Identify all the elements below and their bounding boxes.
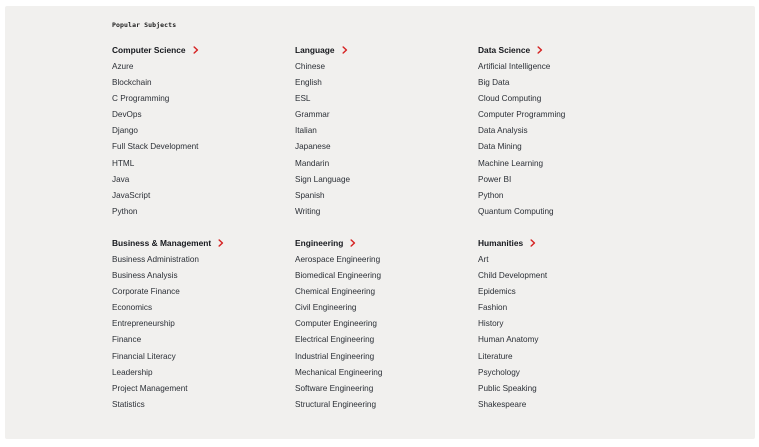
subject-link[interactable]: Software Engineering [295, 383, 374, 393]
subject-group-computer-science [112, 44, 292, 222]
subject-link[interactable]: Epidemics [478, 287, 516, 297]
group-title-label: Computer Science [112, 45, 186, 55]
subject-link[interactable]: Electrical Engineering [295, 335, 375, 345]
subject-link[interactable]: DevOps [112, 110, 142, 120]
subject-link[interactable]: Entrepreneurship [112, 319, 175, 329]
subject-link[interactable]: Grammar [295, 110, 330, 120]
subject-link[interactable]: Civil Engineering [295, 303, 357, 313]
subject-link[interactable]: Python [112, 206, 138, 216]
subject-link[interactable]: Project Management [112, 383, 188, 393]
group-title-label: Data Science [478, 45, 531, 55]
chevron-right-icon [193, 46, 199, 54]
subject-list [295, 254, 475, 415]
subject-link[interactable]: Human Anatomy [478, 335, 539, 345]
chevron-right-icon [218, 239, 224, 247]
chevron-right-icon [350, 239, 356, 247]
subject-group-humanities [478, 237, 658, 415]
subject-link[interactable]: Cloud Computing [478, 94, 542, 104]
group-title-label: Business & Management [112, 238, 212, 248]
subject-list [112, 254, 292, 415]
group-title-label: Language [295, 45, 335, 55]
subject-link[interactable]: Artificial Intelligence [478, 62, 551, 71]
subject-link[interactable]: Economics [112, 303, 153, 313]
subject-link[interactable]: Biomedical Engineering [295, 271, 382, 281]
chevron-right-icon [530, 239, 536, 247]
subject-link[interactable]: Child Development [478, 271, 548, 281]
subject-link[interactable]: Literature [478, 351, 513, 361]
subject-link[interactable]: Italian [295, 126, 317, 136]
subject-link[interactable]: Public Speaking [478, 383, 537, 393]
subject-group-engineering [295, 237, 475, 415]
subject-link[interactable]: Python [478, 190, 504, 200]
subject-link[interactable]: Quantum Computing [478, 206, 554, 216]
subject-link[interactable]: Chemical Engineering [295, 287, 376, 297]
group-title-label: Engineering [295, 238, 344, 248]
subject-group-data-science [478, 44, 658, 222]
subject-link[interactable]: Django [112, 126, 138, 136]
subject-link[interactable]: C Programming [112, 94, 170, 104]
subject-list [478, 254, 658, 415]
subject-link[interactable]: Financial Literacy [112, 351, 176, 361]
subject-link[interactable]: Business Administration [112, 255, 199, 264]
subject-link[interactable]: Computer Programming [478, 110, 566, 120]
subject-list [112, 61, 292, 222]
subject-link[interactable]: ESL [295, 94, 311, 104]
subject-link[interactable]: Big Data [478, 78, 510, 88]
subject-link[interactable]: Data Mining [478, 142, 522, 152]
subject-link[interactable]: Mandarin [295, 158, 330, 168]
subject-list [478, 61, 658, 222]
group-title-link[interactable] [478, 237, 658, 249]
subject-list [295, 61, 475, 222]
subject-link[interactable]: Structural Engineering [295, 399, 377, 409]
subject-link[interactable]: Psychology [478, 367, 520, 377]
group-title-link[interactable] [112, 44, 292, 56]
subject-link[interactable]: Industrial Engineering [295, 351, 375, 361]
subject-link[interactable]: Computer Engineering [295, 319, 377, 329]
subject-link[interactable]: Machine Learning [478, 158, 544, 168]
subject-link[interactable]: History [478, 319, 504, 329]
subject-link[interactable]: Statistics [112, 399, 145, 409]
subject-link[interactable]: English [295, 78, 322, 88]
subject-link[interactable]: Business Analysis [112, 271, 178, 281]
group-title-label: Humanities [478, 238, 524, 248]
subject-link[interactable]: Finance [112, 335, 142, 345]
subject-link[interactable]: Sign Language [295, 174, 351, 184]
group-title-link[interactable] [112, 237, 292, 249]
subject-link[interactable]: Blockchain [112, 78, 152, 88]
subject-link[interactable]: Chinese [295, 62, 326, 71]
subject-link[interactable]: Shakespeare [478, 399, 527, 409]
subject-group-business-management [112, 237, 292, 415]
subject-link[interactable]: Writing [295, 206, 321, 216]
popular-subjects-panel [5, 6, 755, 439]
subject-link[interactable]: JavaScript [112, 190, 151, 200]
subject-link[interactable]: HTML [112, 158, 135, 168]
chevron-right-icon [537, 46, 543, 54]
subject-link[interactable]: Azure [112, 62, 134, 71]
subject-link[interactable]: Art [478, 255, 489, 264]
subject-link[interactable]: Power BI [478, 174, 512, 184]
subject-group-language [295, 44, 475, 222]
group-title-link[interactable] [295, 44, 475, 56]
subject-link[interactable]: Java [112, 174, 130, 184]
section-heading: Popular Subjects [112, 21, 177, 29]
subject-link[interactable]: Spanish [295, 190, 325, 200]
group-title-link[interactable] [295, 237, 475, 249]
subject-link[interactable]: Aerospace Engineering [295, 255, 381, 264]
chevron-right-icon [342, 46, 348, 54]
subject-link[interactable]: Japanese [295, 142, 331, 152]
subject-link[interactable]: Corporate Finance [112, 287, 180, 297]
group-title-link[interactable] [478, 44, 658, 56]
subject-link[interactable]: Data Analysis [478, 126, 528, 136]
subject-link[interactable]: Fashion [478, 303, 508, 313]
subject-link[interactable]: Mechanical Engineering [295, 367, 383, 377]
subject-link[interactable]: Full Stack Development [112, 142, 199, 152]
subject-link[interactable]: Leadership [112, 367, 153, 377]
